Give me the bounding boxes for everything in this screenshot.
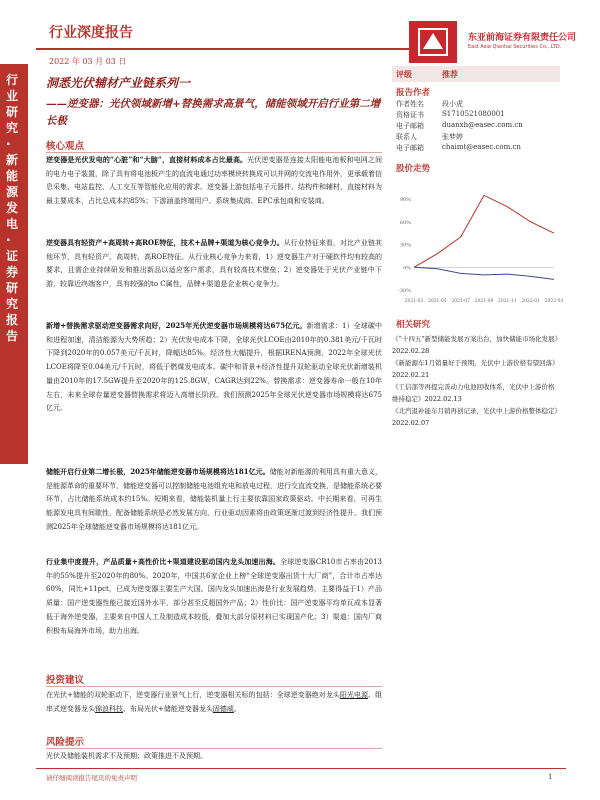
paragraph-3 <box>46 319 382 416</box>
risk-paragraph: 光伏及储能装机需求不及预期；政策推进不及预期。 <box>46 752 207 760</box>
sidebar-text: 行业研究·新能源发电·证券研究报告 <box>6 73 19 343</box>
y-tick-label: 60% <box>399 219 411 226</box>
rating-value: 推荐 <box>442 70 458 79</box>
author-key: 联系人 <box>396 133 417 141</box>
author-value: S1710521080001 <box>442 110 505 118</box>
author-key: 电子邮箱 <box>396 144 424 152</box>
paragraph-3-lead: 新增+替换需求驱动逆变器需求向好，2025年光伏逆变器市场规模将达675亿元。 <box>46 321 307 330</box>
x-tick-label: 2021-03 <box>404 299 424 304</box>
y-tick-label: 30% <box>399 242 411 249</box>
paragraph-4-lead: 储能开启行业第二增长极，2025年储能逆变器市场规模将达181亿元。 <box>46 467 270 476</box>
related-report-link[interactable]: 《工信部等再提完善动力电池回收体系，光伏中上游价格维持稳定》2022.02.13 <box>392 383 555 403</box>
section-divider <box>46 748 382 749</box>
series-line <box>414 267 554 279</box>
section-risk: 风险提示 <box>46 737 85 748</box>
author-email-link[interactable]: chaimt@easec.com.cn <box>442 143 521 151</box>
report-subtitle: ——逆变器：光伏领域新增+替换需求高景气，储能领域开启行业第二增长极 <box>46 98 381 127</box>
y-tick-label: 0% <box>403 265 411 272</box>
section-divider <box>46 686 382 687</box>
report-date: 2022 年 03 月 03 日 <box>49 57 127 66</box>
invest-text-2: 、组串式逆变器龙头 <box>46 691 383 713</box>
header-divider <box>36 48 414 50</box>
x-tick-label: 2021-09 <box>474 299 494 304</box>
paragraph-2-lead: 逆变器具有轻资产+高周转+高ROE特征，技术+品牌+渠道为核心竞争力。 <box>46 238 284 247</box>
company-name-cn: 东亚前海证券有限责任公司 <box>468 33 577 43</box>
y-tick-label: -30% <box>398 288 411 294</box>
section-invest: 投资建议 <box>46 675 85 686</box>
stock-link-goodwe[interactable]: 固德威 <box>212 704 234 713</box>
invest-paragraph <box>46 689 382 716</box>
paragraph-5-body: 全球逆变器CR10市占率由2013年的55%提升至2020年的80%。2020年，中国共6家企业上榜“全球逆变器出货十大厂商”，合计市占率达60%，同比+11pct，已成为逆变器主要生产大国。国内龙头加速出海是行业发展趋势，主要得益于1）产品质量：国产逆变器性能已接近国外水平，部分甚至反超国外产品；2）性价比：国产逆变器平均单瓦成本显著低于海外逆变器，主要来自中国人工及制造成本较低，叠加大部分原材料已实现国产化；3）渠道：国内厂商积极布局海外市场，助力出海。 <box>46 558 382 635</box>
paragraph-2 <box>46 236 382 292</box>
paragraph-5-lead: 行业集中度提升，产品质量+高性价比+渠道建设驱动国内龙头加速出海。 <box>46 557 281 566</box>
paragraph-1-body: 光伏逆变器是连接太阳能电池板和电网之间的电力电子装置，除了具有将电池板产生的直流电通过功率模块转换成可以并网的交流电作用外，更承载着信息采集、电站监控、人工交互等智能化应用的需求。逆变器上游包括电子元器件、结构件和辅材，直接材料为最主要成本，占比总成本约85%；下游涵盖终端用户、系统集成商、EPC承包商和安装商。 <box>46 156 383 206</box>
author-value: 段小虎 <box>442 100 463 108</box>
related-report-link[interactable]: 《“十四五”新型储能发展方案出台，加快储能市场化发展》2022.02.28 <box>392 335 558 355</box>
rating-box <box>392 66 560 82</box>
related-report-link[interactable]: 《新能源车1月销量好于预期，光伏中上游价格有望回落》2022.02.21 <box>392 359 559 379</box>
footer-divider <box>36 768 566 769</box>
stock-link-sungrow[interactable]: 阳光电源 <box>339 691 368 699</box>
report-type: 行业深度报告 <box>49 25 133 41</box>
author-key: 电子邮箱 <box>396 122 424 130</box>
author-header-label: 报告作者 <box>396 88 431 98</box>
x-tick-label: 2022-03 <box>544 299 564 304</box>
related-header-label: 相关研究 <box>396 320 431 330</box>
trend-header-label: 股价走势 <box>396 164 431 174</box>
stock-link-ginlong[interactable]: 锦浪科技 <box>95 704 123 713</box>
invest-text-1: 在光伏+储能的双轮驱动下，逆变器行业景气上行，逆变器相关标的包括：全球逆变器绝对龙头 <box>46 691 340 699</box>
paragraph-1-lead: 逆变器是光伏发电的“心脏”和“大脑”，直接材料成本占比最高。 <box>46 155 248 164</box>
paragraph-2-body: 从行业特征来看，对比产业链其他环节，具有轻资产、高周转、高ROE特征。从行业核心竞争力来看，1）逆变器生产对于硬软件均有较高的要求，且需企业持续研发和推出新品以适应客户需求，具有较高技术壁垒；2）逆变器处于光伏产业链中下游，较靠近终端客户，具有较强的to C属性，品牌+渠道是企业核心竞争力。 <box>46 239 383 289</box>
sidebar-banner <box>0 64 28 464</box>
paragraph-4 <box>46 465 382 535</box>
author-key: 资格证书 <box>396 111 424 119</box>
report-header <box>36 18 577 68</box>
company-logo-icon <box>409 21 457 63</box>
x-tick-label: 2021-11 <box>497 299 517 304</box>
disclaimer-note: 请仔细阅读报告尾页的免责声明 <box>46 774 137 782</box>
related-header <box>392 316 560 332</box>
author-email-link[interactable]: duanxh@easec.com.cn <box>442 121 523 129</box>
section-core: 核心观点 <box>46 141 85 152</box>
related-report-link[interactable]: 《北汽退补能车月销再创记录，光伏中上游价格整体稳定》2022.02.07 <box>392 407 558 427</box>
trend-header <box>392 160 560 176</box>
x-tick-label: 2022-01 <box>521 299 541 304</box>
company-name-en: East Asia Qianhai Securities Co., LTD. <box>468 44 562 50</box>
x-tick-label: 2021-07 <box>451 299 471 304</box>
report-series-title: 洞悉光伏辅材产业链系列一 <box>46 76 191 90</box>
author-value: 张梦婷 <box>442 133 463 141</box>
author-header <box>392 84 560 100</box>
author-key: 作者姓名 <box>396 100 424 108</box>
invest-text-4: 。 <box>233 704 241 713</box>
stock-trend-chart <box>392 178 564 308</box>
y-tick-label: 90% <box>399 197 411 204</box>
series-line <box>414 195 554 267</box>
paragraph-1 <box>46 153 382 209</box>
invest-text-3: 、布局光伏+储能逆变器龙头 <box>123 704 213 713</box>
paragraph-3-body: 新增需求：1）全球碳中和进程加速，清洁能源为大势所趋；2）光伏发电成本下降，全球光伏LCOE由2010年的0.381美元/千瓦时下降到2020年的0.057美元/千瓦时，降幅达85%。经济性大幅提升，根据IRENA预测，2022年全球光伏LCOE将降至0.04美元/千瓦时，将低于燃煤发电成本。碳中和背景+经济性提升双轮驱动全球光伏新增装机量由2010年的17.5GW提升至2020年的125.8GW，CAGR达到22%。替换需求：逆变器寿命一般在10年左右，未来全球存量逆变器替换需求将迈入高增长阶段。我们预测2025年全球光伏逆变器市场规模将达675亿元。 <box>46 322 382 413</box>
paragraph-4-body: 储能对新能源的利用具有重大意义，是能源革命的重要环节，储能逆变器可以控制储能电池组充电和放电过程，进行交直流变换，是储能系统必要环节，占比储能系统成本约15%。短期来看，储能装机量上行主要依靠国家政策驱动。中长期来看，可再生能源发电具有间歇性，配备储能系统是必然发展方向，行业驱动因素将由政策逐渐过渡到经济性提升。我们预测2025年全球储能逆变器市场规模将达181亿元。 <box>46 468 383 531</box>
rating-label: 评级 <box>396 70 412 79</box>
paragraph-5 <box>46 555 382 638</box>
page-number: 1 <box>548 773 553 781</box>
stock-trend-svg <box>392 178 564 308</box>
x-tick-label: 2021-05 <box>427 299 447 304</box>
